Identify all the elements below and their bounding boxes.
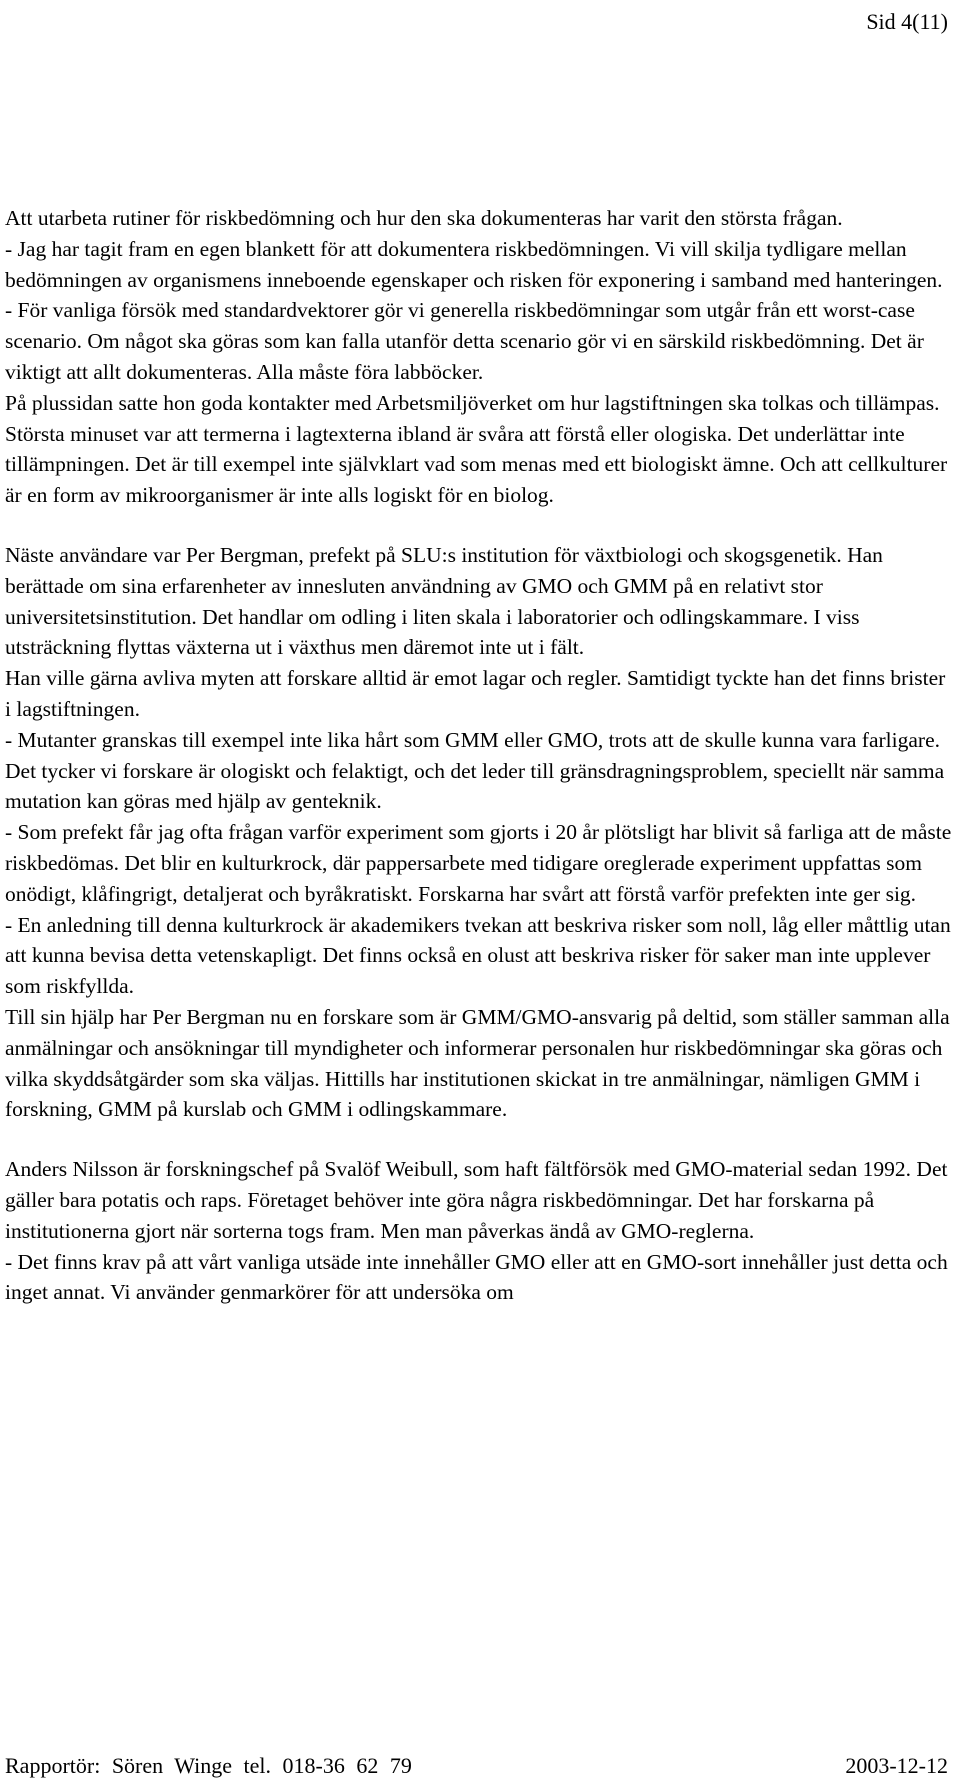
paragraph: Anders Nilsson är forskningschef på Svalöf Weibull, som haft fältförsök med GMO-material sedan 1992. Det gäller bara potatis och raps. Företaget behöver inte göra några riskbedömningar. Det har forskarna på institutionerna gjort när sorterna togs fram. Men man påverkas ändå av GMO-reglerna. <box>5 1157 948 1243</box>
page-footer <box>5 1754 948 1778</box>
footer-date: 2003-12-12 <box>845 1753 948 1778</box>
paragraph: Till sin hjälp har Per Bergman nu en forskare som är GMM/GMO-ansvarig på deltid, som ställer samman alla anmälningar och ansökningar till myndigheter och informerar personalen hur riskbedömningar ska göras och vilka skyddsåtgärder som ska väljas. Hittills har institutionen skickat in tre anmälningar, nämligen GMM i forskning, GMM på kurslab och GMM i odlingskammare. <box>5 1004 950 1122</box>
paragraph: - En anledning till denna kulturkrock är akademikers tvekan att beskriva risker som noll, låg eller måttlig utan att kunna bevisa detta vetenskapligt. Det finns också en olust att beskriva risker för saker man inte upplever som riskfyllda. <box>5 912 951 999</box>
paragraph: - Jag har tagit fram en egen blankett för att dokumentera riskbedömningen. Vi vill skilja tydligare mellan bedömningen av organismens inneboende egenskaper och risken för exponering i samband med hanteringen. <box>5 236 943 292</box>
paragraph: Att utarbeta rutiner för riskbedömning och hur den ska dokumenteras har varit den största frågan. <box>5 206 843 230</box>
paragraph: - För vanliga försök med standardvektorer gör vi generella riskbedömningar som utgår från ett worst-case scenario. Om något ska göras som kan falla utanför detta scenario gör vi en särskild riskbedömning. Det är viktigt att allt dokumenteras. Alla måste föra labböcker. <box>5 298 924 384</box>
paragraph: På plussidan satte hon goda kontakter med Arbetsmiljöverket om hur lagstiftningen ska tolkas och tillämpas. Största minuset var att termerna i lagtexterna ibland är svåra att förstå eller ologiska. Det underlättar inte tillämpningen. Det är till exempel inte självklart vad som menas med ett biologiskt ämne. Och att cellkulturer är en form av mikroorganismer är inte alls logiskt för en biolog. <box>5 390 948 508</box>
page-number: Sid 4(11) <box>866 9 948 34</box>
paragraph-gap <box>5 511 953 540</box>
document-body <box>5 203 953 1308</box>
paragraph: - Det finns krav på att vårt vanliga utsäde inte innehåller GMO eller att en GMO-sort innehåller just detta och inget annat. Vi använder genmarkörer för att undersöka om <box>5 1249 948 1305</box>
footer-reporter: Rapportör: Sören Winge tel. 018-36 62 79 <box>5 1753 412 1778</box>
paragraph-gap <box>5 1125 953 1154</box>
paragraph: Näste användare var Per Bergman, prefekt på SLU:s institution för växtbiologi och skogsgenetik. Han berättade om sina erfarenheter av innesluten användning av GMO och GMM på en relativt stor universitetsinstitution. Det handlar om odling i liten skala i laboratorier och odlingskammare. I viss utsträckning flyttas växterna ut i växthus men däremot inte ut i fält. <box>5 542 883 660</box>
paragraph: - Mutanter granskas till exempel inte lika hårt som GMM eller GMO, trots att de skulle kunna vara farligare. Det tycker vi forskare är ologiskt och felaktigt, och det leder till gränsdragningsproblem, speciellt när samma mutation kan göras med hjälp av genteknik. <box>5 727 945 814</box>
paragraph: - Som prefekt får jag ofta frågan varför experiment som gjorts i 20 år plötsligt har blivit så farliga att de måste riskbedömas. Det blir en kulturkrock, där pappersarbete med tidigare oreglerade experiment uppfattas som onödigt, klåfingrigt, detaljerat och byråkratiskt. Forskarna har svårt att förstå varför prefekten inte ger sig. <box>5 820 952 906</box>
paragraph: Han ville gärna avliva myten att forskare alltid är emot lagar och regler. Samtidigt tyckte han det finns brister i lagstiftningen. <box>5 666 946 721</box>
